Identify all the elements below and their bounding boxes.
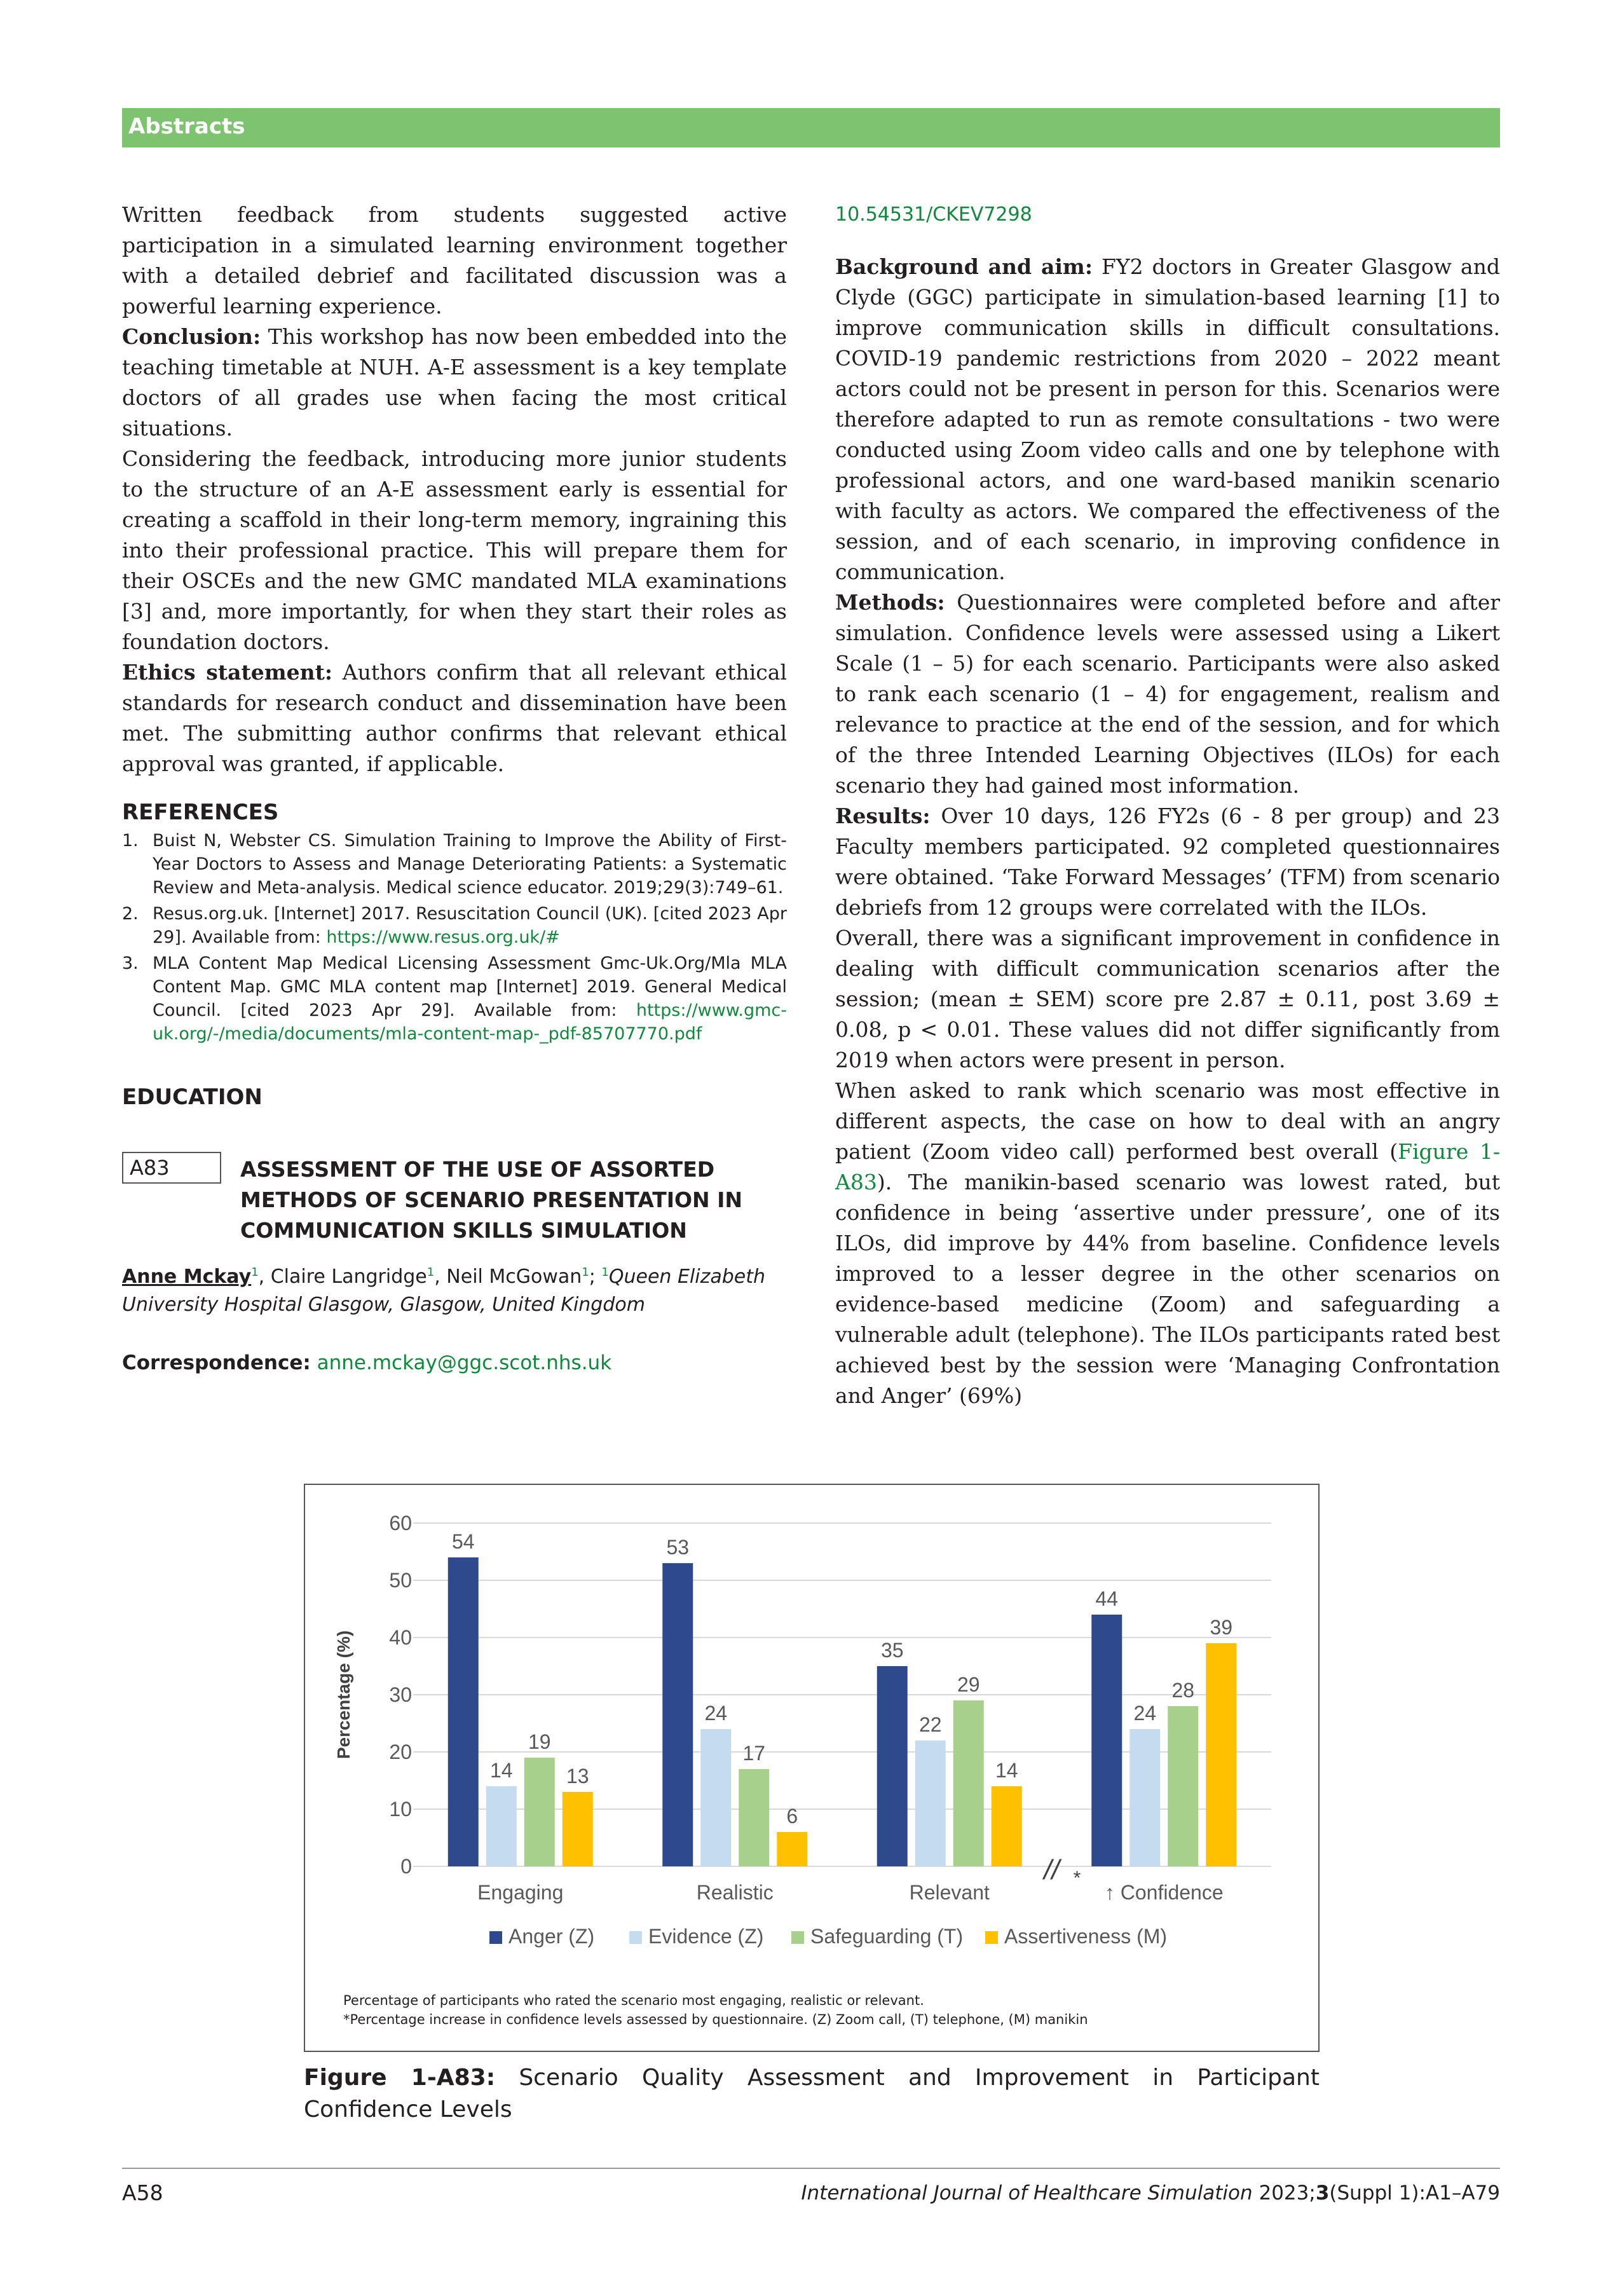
reference-text: MLA Content Map Medical Licensing Assessment Gmc-Uk.Org/Mla MLA Content Map. GMC MLA content map [Internet] 2019. General Medical Council. [cited 2023 Apr 29]. Available from: — [153, 954, 787, 1020]
bar — [1091, 1615, 1122, 1866]
ranking-text-b: ). The manikin-based scenario was lowest rated, but confidence in being ‘assertive under pressure’, one of its ILOs, did improve by 44% from baseline. Confidence levels improved to a lesser degree in the other scenarios on evidence-based medicine (Zoom) and safeguarding a vulnerable adult (telephone). The ILOs participants rated best achieved best by the session were ‘Managing Confrontation and Anger’ (69%) — [835, 1170, 1500, 1408]
legend-label: Anger (Z) — [508, 1925, 595, 1948]
data-label: 14 — [995, 1759, 1018, 1782]
x-tick-label: ↑ Confidence — [1104, 1881, 1224, 1904]
reference-item — [122, 902, 787, 949]
reference-number: 1. — [122, 831, 139, 851]
section-banner — [122, 108, 1500, 147]
background-text: FY2 doctors in Greater Glasgow and Clyde (GGC) participate in simulation-based learning [1] to improve communication skills in difficult consultations. COVID-19 pandemic restrictions from 2020 – 2022 meant actors could not be present in person for this. Scenarios were therefore adapted to run as remote consultations - two were conducted using Zoom video calls and one by telephone with professional actors, and one ward-based manikin scenario with faculty as actors. We compared the effectiveness of the session, and of each scenario, in improving confidence in communication. — [835, 254, 1500, 584]
author-third: , Neil McGowan — [434, 1266, 582, 1288]
legend-label: Assertiveness (M) — [1004, 1925, 1168, 1948]
axis-break-mark: // — [1044, 1854, 1060, 1885]
para-background — [835, 252, 1500, 587]
legend-swatch — [629, 1931, 642, 1944]
abstract-id: A83 — [122, 1152, 221, 1184]
journal-citation — [801, 2182, 1500, 2205]
data-label: 35 — [880, 1639, 904, 1662]
section-title: Abstracts — [128, 114, 245, 139]
author-second: , Claire Langridge — [258, 1266, 427, 1288]
reference-item — [122, 829, 787, 899]
data-label: 39 — [1210, 1616, 1233, 1639]
reference-item — [122, 952, 787, 1046]
x-tick-label: Relevant — [909, 1881, 990, 1904]
figure-note-1: Percentage of participants who rated the scenario most engaging, realistic or relevant. — [343, 1993, 924, 2008]
reference-text: Buist N, Webster CS. Simulation Training to Improve the Ability of First-Year Doctors to Assess and Manage Deteriorating Patients: a Systematic Review and Meta-analysis. Medical science educator. 2019;29(3):749–61. — [153, 831, 787, 898]
para-considering: Considering the feedback, introducing more junior students to the structure of an A-E assessment early is essential for creating a scaffold in their long-term memory, ingraining this into their professional practice. This will prepare them for their OSCEs and the new GMC mandated MLA examinations [3] and, more importantly, for when they start their roles as foundation doctors. — [122, 446, 787, 654]
para-ranking — [835, 1076, 1500, 1411]
figure-frame — [304, 1484, 1320, 2052]
ethics-label: Ethics statement: — [122, 660, 333, 685]
affiliation-mark: 1 — [601, 1266, 609, 1279]
data-label: 6 — [786, 1805, 798, 1828]
methods-label: Methods: — [835, 590, 945, 615]
y-tick-label: 20 — [389, 1740, 412, 1763]
bar — [448, 1557, 479, 1866]
data-label: 53 — [666, 1536, 690, 1559]
legend-label: Safeguarding (T) — [810, 1925, 964, 1948]
ethics-text: Authors confirm that all relevant ethical standards for research conduct and dissemination have been met. The submitting author confirms that relevant ethical approval was granted, if applicable. — [122, 660, 788, 776]
reference-number: 2. — [122, 904, 139, 924]
reference-link[interactable]: https://www.gmc-uk.org/-/media/documents/mla-content-map-_pdf-85707770.pdf — [153, 1001, 787, 1044]
asterisk-mark: * — [1073, 1868, 1081, 1889]
data-label: 17 — [742, 1742, 766, 1765]
author-primary: Anne Mckay — [122, 1266, 252, 1288]
background-label: Background and aim: — [835, 254, 1093, 279]
bar — [953, 1700, 984, 1866]
bar — [1168, 1706, 1198, 1866]
y-tick-label: 30 — [389, 1683, 412, 1706]
education-heading: EDUCATION — [122, 1084, 263, 1110]
data-label: 28 — [1171, 1679, 1195, 1702]
figure-notes — [343, 1991, 1088, 2029]
reference-link[interactable]: https://www.resus.org.uk/# — [326, 927, 560, 947]
data-label: 24 — [1133, 1702, 1157, 1725]
bar — [739, 1769, 769, 1866]
reference-text: Resus.org.uk. [Internet] 2017. Resuscitation Council (UK). [cited 2023 Apr 29]. Available from: — [153, 904, 787, 947]
journal-name: International Journal of Healthcare Simulation — [801, 2182, 1253, 2205]
legend-label: Evidence (Z) — [648, 1925, 764, 1948]
doi-link[interactable]: 10.54531/CKEV7298 — [835, 203, 1032, 226]
data-label: 54 — [451, 1530, 475, 1553]
data-label: 29 — [957, 1673, 980, 1696]
x-tick-label: Engaging — [477, 1881, 564, 1904]
figure-link[interactable]: Figure 1-A83 — [835, 1139, 1500, 1194]
caption-label: Figure 1-A83: — [304, 2065, 496, 2091]
y-axis-label: Percentage (%) — [334, 1630, 353, 1760]
legend-swatch — [489, 1931, 502, 1944]
figure-note-2: *Percentage increase in confidence levels assessed by questionnaire. (Z) Zoom call, (T) telephone, (M) manikin — [343, 2012, 1088, 2027]
bar — [563, 1792, 593, 1866]
journal-year: 2023; — [1252, 2182, 1316, 2205]
correspondence-email[interactable]: anne.mckay@ggc.scot.nhs.uk — [317, 1351, 612, 1374]
legend-swatch — [985, 1931, 998, 1944]
caption-text: Scenario Quality Assessment and Improvement in Participant Confidence Levels — [304, 2065, 1320, 2123]
y-tick-label: 10 — [389, 1798, 412, 1821]
results-label: Results: — [835, 803, 931, 828]
reference-number: 3. — [122, 954, 139, 973]
para-methods — [835, 587, 1500, 801]
data-label: 44 — [1095, 1587, 1119, 1610]
y-tick-label: 0 — [400, 1855, 412, 1878]
author-affil-mark: 1 — [251, 1266, 259, 1279]
bar — [877, 1666, 908, 1866]
correspondence-label: Correspondence: — [122, 1351, 311, 1374]
data-label: 19 — [528, 1730, 551, 1753]
results-text: Over 10 days, 126 FY2s (6 - 8 per group) and 23 Faculty members participated. 92 completed questionnaires were obtained. ‘Take Forward Messages’ (TFM) from scenario debriefs from 12 groups were correlated with the ILOs. — [835, 803, 1500, 920]
methods-text: Questionnaires were completed before and after simulation. Confidence levels were assessed using a Likert Scale (1 – 5) for each scenario. Participants were also asked to rank each scenario (1 – 4) for engagement, realism and relevance to practice at the end of the session, and for which of the three Intended Learning Objectives (ILOs) for each scenario they had gained most information. — [835, 590, 1500, 798]
figure-caption — [304, 2062, 1320, 2126]
ranking-text-a: When asked to rank which scenario was most effective in different aspects, the case on how to deal with an angry patient (Zoom video call) performed best overall ( — [835, 1078, 1500, 1164]
legend-swatch — [791, 1931, 804, 1944]
bar — [486, 1786, 517, 1866]
y-tick-label: 60 — [389, 1512, 412, 1535]
references-heading: REFERENCES — [122, 800, 279, 825]
para-feedback: Written feedback from students suggested active participation in a simulated learning environment together with a detailed debrief and facilitated discussion was a powerful learning experience. — [122, 202, 787, 318]
bar — [524, 1758, 555, 1866]
bar — [1129, 1729, 1160, 1866]
author-affil-mark: 1 — [426, 1266, 435, 1279]
para-results — [835, 801, 1500, 923]
author-affil-mark: 1 — [582, 1266, 589, 1279]
journal-volume: 3 — [1315, 2182, 1330, 2205]
affiliation: Queen Elizabeth University Hospital Glasgow, Glasgow, United Kingdom — [122, 1266, 765, 1316]
data-label: 24 — [704, 1702, 728, 1725]
author-line: Anne Mckay$^1$, Claire Langridge$^1$, Neil McGowan$^1$; $^1$Queen Elizabeth University Hospital Glasgow, Glasgow, United Kingdom — [122, 1266, 765, 1316]
y-tick-label: 40 — [389, 1626, 412, 1649]
abstract-title: ASSESSMENT OF THE USE OF ASSORTED METHODS OF SCENARIO PRESENTATION IN COMMUNICATION SKILLS SIMULATION — [240, 1157, 743, 1243]
para-overall: Overall, there was a significant improvement in confidence in dealing with difficult communication scenarios after the session; (mean ± SEM) score pre 2.87 ± 0.11, post 3.69 ± 0.08, p < 0.01. These values did not differ significantly from 2019 when actors were present in person. — [835, 926, 1500, 1072]
bar — [992, 1786, 1022, 1866]
bar — [915, 1740, 946, 1866]
conclusion-text: This workshop has now been embedded into the teaching timetable at NUH. A-E assessment is a key template doctors of all grades use when facing the most critical situations. — [122, 324, 787, 441]
bar — [700, 1729, 731, 1866]
references-list — [122, 829, 787, 1048]
right-column — [835, 200, 1500, 1411]
y-tick-label: 50 — [389, 1569, 412, 1592]
journal-issue: (Suppl 1):A1–A79 — [1329, 2182, 1500, 2205]
conclusion-label: Conclusion: — [122, 324, 261, 349]
data-label: 13 — [566, 1765, 589, 1788]
bar — [777, 1832, 807, 1866]
bar — [662, 1563, 693, 1866]
footer-rule — [122, 2168, 1500, 2169]
left-column — [122, 200, 787, 779]
para-conclusion — [122, 322, 787, 444]
page-number: A58 — [122, 2180, 163, 2205]
data-label: 22 — [918, 1713, 942, 1736]
correspondence — [122, 1351, 611, 1374]
bar — [1206, 1643, 1236, 1866]
x-tick-label: Realistic — [696, 1881, 774, 1904]
bar-chart — [305, 1485, 1318, 2051]
data-label: 14 — [489, 1759, 513, 1782]
para-ethics — [122, 657, 787, 779]
